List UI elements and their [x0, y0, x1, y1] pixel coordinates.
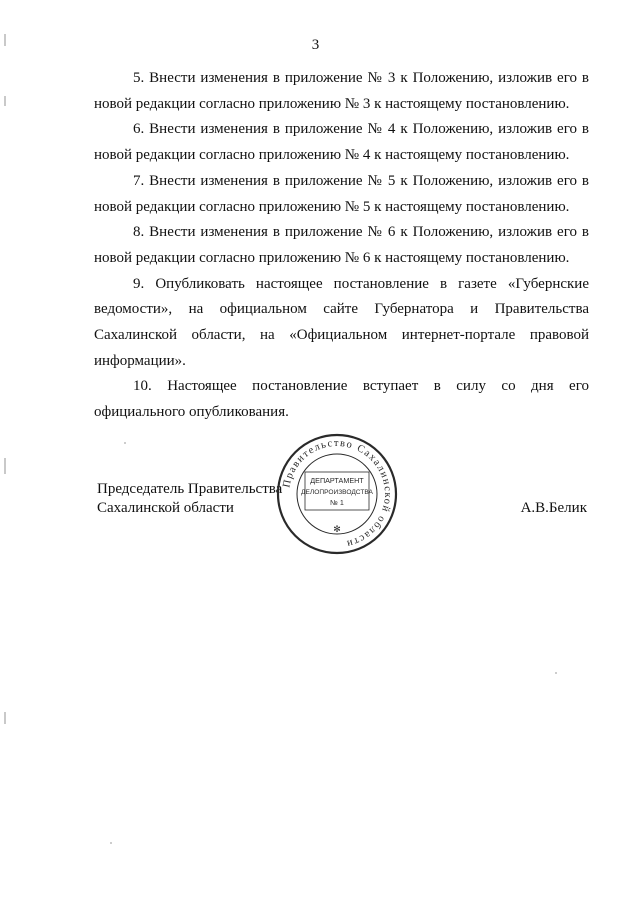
seal-icon [275, 432, 399, 556]
scan-speck [555, 672, 557, 674]
paragraph-6: 6. Внести изменения в приложение № 4 к Положению, изложив его в новой редакции согласно приложению № 4 к настоящему постановлению. [94, 121, 589, 164]
paragraph-10: 10. Настоящее постановление вступает в силу со дня его официального опубликования. [94, 378, 589, 421]
signatory-position [97, 480, 282, 518]
signatory-name: А.В.Белик [520, 500, 587, 516]
seal-inner-line-2: ДЕЛОПРОИЗВОДСТВА [301, 489, 373, 496]
scan-artifact [4, 458, 6, 474]
scan-speck [124, 442, 126, 444]
seal-ring-text: Правительство Сахалинской области [281, 437, 394, 550]
scan-artifact [4, 34, 6, 46]
signatory-position-line-2: Сахалинской области [97, 500, 234, 516]
seal-inner-line-1: ДЕПАРТАМЕНТ [310, 476, 364, 485]
page-number: 3 [311, 37, 320, 53]
official-seal-stamp [275, 432, 399, 556]
signatory-position-line-1: Председатель Правительства [97, 481, 283, 497]
paragraph-7: 7. Внести изменения в приложение № 5 к Положению, изложив его в новой редакции согласно приложению № 5 к настоящему постановлению. [94, 172, 589, 215]
paragraph-5: 5. Внести изменения в приложение № 3 к Положению, изложив его в новой редакции согласно приложению № 3 к настоящему постановлению. [94, 70, 589, 112]
scan-artifact [4, 712, 6, 724]
scan-speck [110, 842, 112, 844]
paragraph-8: 8. Внести изменения в приложение № 6 к Положению, изложив его в новой редакции согласно приложению № 6 к настоящему постановлению. [94, 224, 589, 266]
scan-artifact [4, 96, 6, 106]
svg-text:✻: ✻ [333, 525, 341, 535]
document-body [94, 66, 589, 426]
seal-inner-line-3: № 1 [330, 498, 344, 507]
paragraph-9: 9. Опубликовать настоящее постановление в газете «Губернские ведомости», на официальном сайте Губернатора и Правительства Сахалинской области, на «Официальном интернет-портале правовой информации». [94, 275, 589, 369]
